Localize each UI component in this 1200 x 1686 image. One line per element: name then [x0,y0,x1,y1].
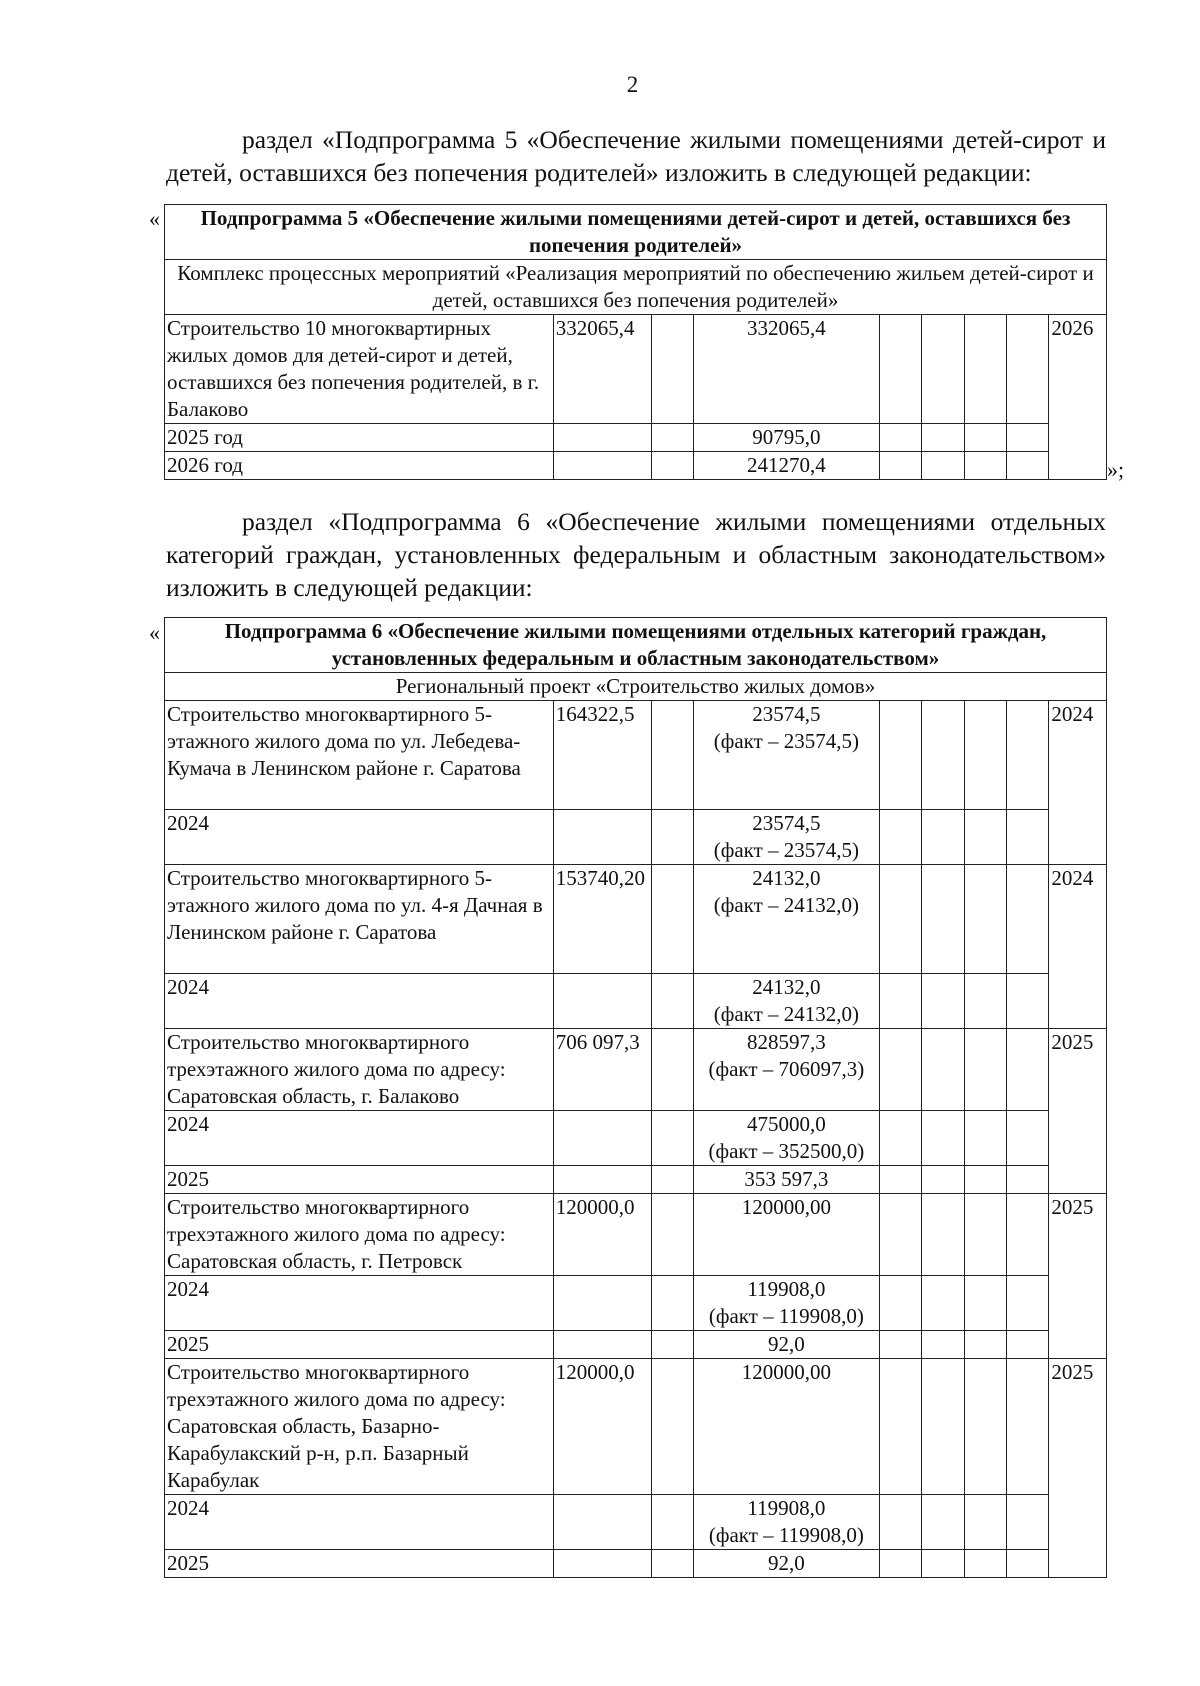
table-row [165,1194,1107,1276]
row-cost [553,424,651,452]
row-cost [553,1166,651,1194]
row-name: Строительство многоквартирного 5-этажного жилого дома по ул. Лебедева-Кумача в Ленинском районе г. Саратова [165,701,554,810]
table-row [165,424,1107,452]
table-row [165,1276,1107,1331]
row-amount: 120000,00 [694,1194,880,1276]
row-amount: 353 597,3 [694,1166,880,1194]
row-year: 2025 [1049,1194,1107,1359]
row-name: 2024 [165,810,554,865]
row-amount: 23574,5 (факт – 23574,5) [694,701,880,810]
row-amount: 119908,0 (факт – 119908,0) [694,1276,880,1331]
row-year: 2025 [1049,1029,1107,1194]
row-cost: 164322,5 [553,701,651,810]
table-row [165,1331,1107,1359]
row-year: 2026 [1049,315,1107,480]
row-name: 2025 [165,1166,554,1194]
table-row [165,1359,1107,1495]
row-amount: 24132,0 (факт – 24132,0) [694,974,880,1029]
table-row [165,701,1107,810]
table-row [165,974,1107,1029]
row-name: Строительство многоквартирного трехэтажного жилого дома по адресу: Саратовская область, г. Балаково [165,1029,554,1111]
row-name: Строительство 10 многоквартирных жилых домов для детей-сирот и детей, оставшихся без попечения родителей, в г. Балаково [165,315,554,424]
row-name: 2025 [165,1331,554,1359]
row-name: 2024 [165,1495,554,1550]
table-row [165,1166,1107,1194]
table-row [165,315,1107,424]
row-amount: 24132,0 (факт – 24132,0) [694,865,880,974]
row-name: Строительство многоквартирного трехэтажного жилого дома по адресу: Саратовская область, Базарно-Карабулакский р-н, р.п. Базарный Карабулак [165,1359,554,1495]
row-cost: 153740,20 [553,865,651,974]
row-amount: 828597,3 (факт – 706097,3) [694,1029,880,1111]
row-name: Строительство многоквартирного трехэтажного жилого дома по адресу: Саратовская область, г. Петровск [165,1194,554,1276]
page-number: 2 [626,72,639,97]
row-name: 2024 [165,974,554,1029]
row-cost: 120000,0 [553,1194,651,1276]
row-cost [553,1276,651,1331]
row-name: 2024 [165,1111,554,1166]
subprogram6-subheader: Региональный проект «Строительство жилых домов» [165,673,1107,701]
row-amount: 475000,0 (факт – 352500,0) [694,1111,880,1166]
section6-intro: раздел «Подпрограмма 6 «Обеспечение жилыми помещениями отдельных категорий граждан, установленных федеральным и областным законодательством» изложить в следующей редакции: [166,507,1106,602]
row-cost [553,1111,651,1166]
row-cost [553,810,651,865]
table-row [165,452,1107,480]
row-cost [553,1495,651,1550]
row-amount: 92,0 [694,1331,880,1359]
row-cost: 332065,4 [553,315,651,424]
table-row [165,810,1107,865]
row-name: Строительство многоквартирного 5-этажного жилого дома по ул. 4-я Дачная в Ленинском районе г. Саратова [165,865,554,974]
subprogram6-table [164,617,1107,1578]
row-cost [553,974,651,1029]
row-cost [553,1550,651,1578]
close-quote-1: »; [1107,457,1125,482]
row-name: 2025 [165,1550,554,1578]
subprogram5-subheader: Комплекс процессных мероприятий «Реализация мероприятий по обеспечению жильем детей-сирот и детей, оставшихся без попечения родителей» [165,260,1107,315]
open-quote-1: « [149,206,160,231]
subprogram6-header: Подпрограмма 6 «Обеспечение жилыми помещениями отдельных категорий граждан, установленных федеральным и областным законодательством» [165,618,1107,673]
row-amount: 332065,4 [694,315,880,424]
open-quote-2: « [149,620,160,645]
row-cost: 706 097,3 [553,1029,651,1111]
row-year: 2024 [1049,865,1107,1029]
table-row [165,1029,1107,1111]
row-name: 2026 год [165,452,554,480]
row-name: 2025 год [165,424,554,452]
row-amount: 23574,5 (факт – 23574,5) [694,810,880,865]
row-cost [553,452,651,480]
subprogram5-table [164,204,1107,480]
row-year: 2025 [1049,1359,1107,1578]
section5-intro: раздел «Подпрограмма 5 «Обеспечение жилыми помещениями детей-сирот и детей, оставшихся без попечения родителей» изложить в следующей редакции: [166,125,1106,187]
row-cost [553,1331,651,1359]
row-amount: 120000,00 [694,1359,880,1495]
row-year: 2024 [1049,701,1107,865]
row-name: 2024 [165,1276,554,1331]
row-amount: 90795,0 [694,424,880,452]
table-row [165,1495,1107,1550]
row-cost: 120000,0 [553,1359,651,1495]
row-amount: 241270,4 [694,452,880,480]
table-row [165,865,1107,974]
subprogram5-header: Подпрограмма 5 «Обеспечение жилыми помещениями детей-сирот и детей, оставшихся без попечения родителей» [165,205,1107,260]
table-row [165,1550,1107,1578]
row-amount: 92,0 [694,1550,880,1578]
row-amount: 119908,0 (факт – 119908,0) [694,1495,880,1550]
table-row [165,1111,1107,1166]
